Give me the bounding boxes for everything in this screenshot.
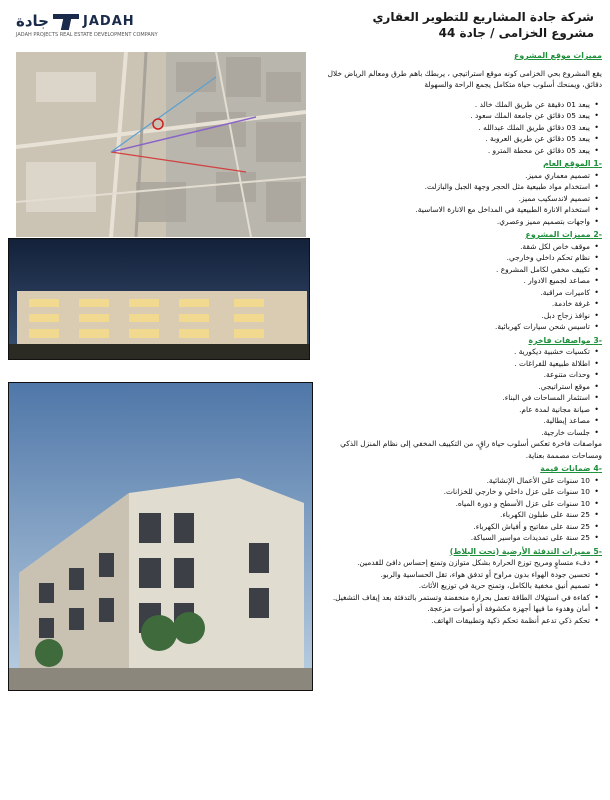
list-item: • وحدات متنوعة. <box>312 369 590 381</box>
list-item: • تكييف مخفي لكامل المشروع . <box>312 264 590 276</box>
list-item: • استثمار المساحات في البناء. <box>312 392 590 404</box>
list-item: • 25 سنة على تمديدات مواسير السباكة. <box>312 532 590 544</box>
list-item: • كفاءة في استهلاك الطاقة تعمل بحرارة منخفضة وتستمر بالتدفئة بعد إيقاف التشغيل. <box>312 592 590 604</box>
building-night-render <box>8 238 310 360</box>
section-title-text: مواصفات فاخرة <box>528 335 591 345</box>
list-item: • يبعد 05 دقائق عن جامعة الملك سعود . <box>312 110 590 122</box>
section-number: -3 <box>593 335 602 345</box>
luxury-specs-closing: مواصفات فاخرة تعكس أسلوب حياة راقٍ، من التكييف المخفي إلى نظام المنزل الذكي ومساحات مصممة بعناية. <box>340 439 602 460</box>
list-item: • تكسيات خشبية ديكورية . <box>312 346 590 358</box>
list-item: • يبعد 05 دقائق عن محطة المترو . <box>312 145 590 157</box>
list-item: • مصاعد إيطالية. <box>312 415 590 427</box>
section-title-floor-heating <box>312 546 602 558</box>
section-title-text: مميزات المشروع <box>525 230 591 239</box>
building-day-render <box>8 382 313 691</box>
list-item: • استخدام الانارة الطبيعية في المداخل مع الانارة الاساسية. <box>312 204 590 216</box>
list-item: • واجهات بتصميم مميز وعصري. <box>312 216 590 228</box>
list-item: • يبعد 01 دقيقة عن طريق الملك خالد . <box>312 99 590 111</box>
list-item: • تاسيس شحن سيارات كهربائية. <box>312 321 590 333</box>
list-item: • 10 سنوات على الأعمال الإنشائية. <box>312 475 590 487</box>
list-item: • يبعد 05 دقائق عن طريق العروبة . <box>312 133 590 145</box>
section-title-text: مميزات التدفئة الأرضية (تحت البلاط) <box>449 546 591 556</box>
list-item: • يبعد 03 دقائق طريق الملك عبدالله . <box>312 122 590 134</box>
list-item: • نظام تحكم داخلي وخارجي. <box>312 252 590 264</box>
logo-mark-icon <box>53 12 79 30</box>
section-title-location-advantages: مميزات موقع المشروع <box>514 51 602 60</box>
logo-subtitle: JADAH PROJECTS REAL ESTATE DEVELOPMENT COMPANY <box>16 32 158 38</box>
section-number: -1 <box>593 159 602 168</box>
list-item: • تحكم ذكي تدعم أنظمة تحكم ذكية وتطبيقات الهاتف. <box>312 615 590 627</box>
list-item: • 10 سنوات على عزل داخلي و خارجي للخزانات. <box>312 486 590 498</box>
section-number: -4 <box>593 464 602 473</box>
section-title-luxury-specs <box>312 335 602 347</box>
section-title-warranties <box>312 463 602 475</box>
location-list <box>312 99 602 157</box>
section-title-general-site <box>312 158 602 170</box>
content-column <box>312 48 602 626</box>
list-item: • 25 سنة على مفاتيح و أفياش الكهرباء. <box>312 521 590 533</box>
list-item: • تصميم معماري مميز. <box>312 170 590 182</box>
section-title-project-features <box>312 229 602 241</box>
section-title-text: ضمانات قيمة <box>540 464 591 473</box>
company-logo <box>16 12 135 30</box>
list-item: • 10 سنوات على عزل الأسطح و دورة المياه. <box>312 498 590 510</box>
project-title: مشروع الخزامى / جادة 44 <box>438 26 594 40</box>
logo-english: JADAH <box>83 13 135 29</box>
list-item: • تصميم لاندسكيب مميز. <box>312 193 590 205</box>
list-item: • غرفة خادمة. <box>312 298 590 310</box>
list-item: • نوافذ زجاج دبل. <box>312 310 590 322</box>
luxury-specs-list <box>312 346 602 438</box>
list-item: • أمان وهدوء ما فيها أجهزة مكشوفة أو أصوات مزعجة. <box>312 603 590 615</box>
section-number: -5 <box>593 546 602 556</box>
list-item: • موقع استراتيجي. <box>312 381 590 393</box>
logo-arabic: جادة <box>16 12 49 30</box>
satellite-map-image <box>16 52 306 237</box>
section-title-text: الموقع العام <box>543 159 591 168</box>
list-item: • دفء متساوٍ ومريح توزع الحرارة بشكل متوازن وتمنع إحساس دافئ للقدمين. <box>312 557 590 569</box>
company-title: شركة جادة المشاريع للتطوير العقاري <box>372 10 594 24</box>
list-item: • 25 سنة على طبلون الكهرباء. <box>312 509 590 521</box>
list-item: • تصميم أنيق مخفية بالكامل، وتمنح حرية في توزيع الأثاث. <box>312 580 590 592</box>
list-item: • جلسات خارجية. <box>312 427 590 439</box>
floor-heating-list <box>312 557 602 626</box>
list-item: • كاميرات مراقبة. <box>312 287 590 299</box>
list-item: • استخدام مواد طبيعية مثل الحجر وجهة الجبل والبازلت. <box>312 181 590 193</box>
page-title <box>372 9 594 41</box>
general-site-list <box>312 170 602 228</box>
list-item: • اطلالة طبيعية للفراغات . <box>312 358 590 370</box>
project-features-list <box>312 241 602 333</box>
list-item: • تحسين جودة الهواء بدون مراوح أو تدفق هواء، تقل الحساسية والربو. <box>312 569 590 581</box>
section-number: -2 <box>593 230 602 239</box>
list-item: • صيانة مجانية لمدة عام. <box>312 404 590 416</box>
warranties-list <box>312 475 602 544</box>
list-item: • موقف خاص لكل شقة. <box>312 241 590 253</box>
list-item: • مصاعد لجميع الادوار . <box>312 275 590 287</box>
section-intro: يقع المشروع بحي الخزامى كونه موقع استراتيجي ، يربطك باهم طرق ومعالم الرياض خلال دقائق، ويمنحك أسلوب حياة متكامل يجمع الراحة والسهولة <box>327 68 602 89</box>
